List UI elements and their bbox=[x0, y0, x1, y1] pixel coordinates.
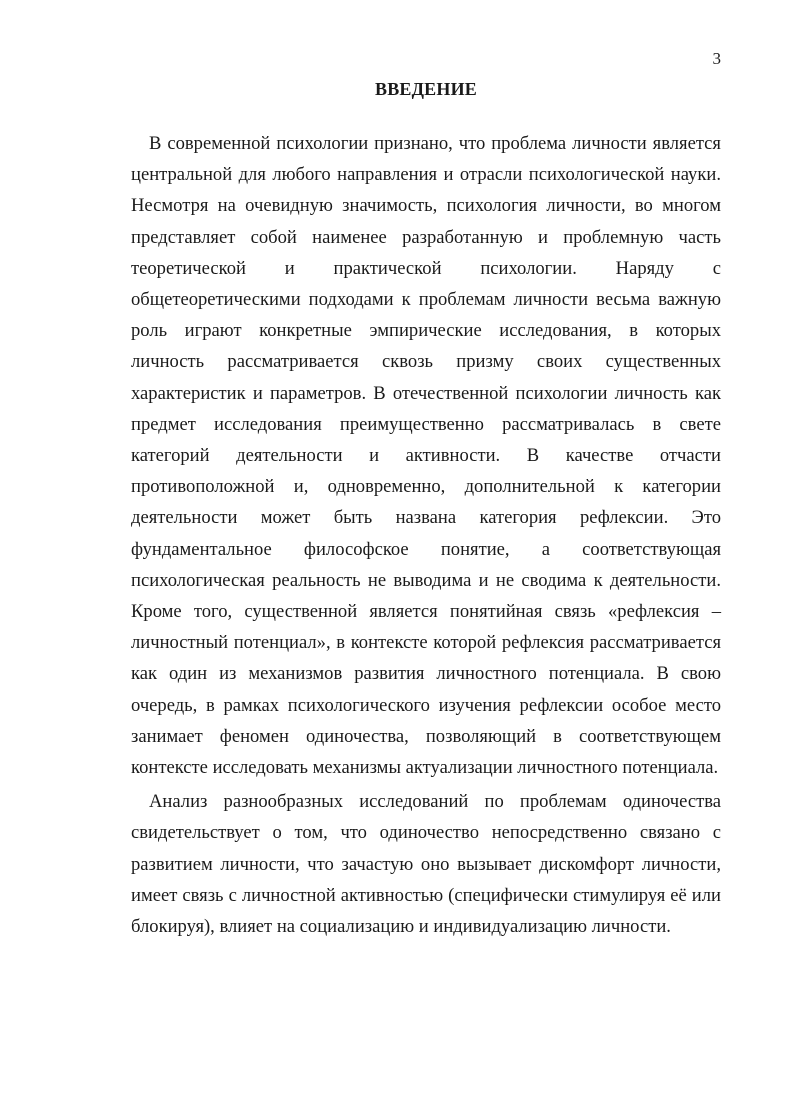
paragraph-1: В современной психологии признано, что проблема личности является центральной для любого направления и отрасли психологической науки. Несмотря на очевидную значимость, психология личности, во многом представляет собой наименее разработанную и проблемную часть теоретической и практической психологии. Наряду с общетеоретическими подходами к проблемам личности весьма важную роль играют конкретные эмпирические исследования, в которых личность рассматривается сквозь призму своих существенных характеристик и параметров. В отечественной психологии личность как предмет исследования преимущественно рассматривалась в свете категорий деятельности и активности. В качестве отчасти противоположной и, одновременно, дополнительной к категории деятельности может быть названа категория рефлексии. Это фундаментальное философское понятие, а соответствующая психологическая реальность не выводима и не сводима к деятельности. Кроме того, существенной является понятийная связь «рефлексия – личностный потенциал», в контексте которой рефлексия рассматривается как один из механизмов развития личностного потенциала. В свою очередь, в рамках психологического изучения рефлексии особое место занимает феномен одиночества, позволяющий в соответствующем контексте исследовать механизмы актуализации личностного потенциала. bbox=[131, 133, 721, 779]
paragraph-2: Анализ разнообразных исследований по проблемам одиночества свидетельствует о том, что одиночество непосредственно связано с развитием личности, что зачастую оно вызывает дискомфорт личности, имеет связь с личностной активностью (специфически стимулируя её или блокируя), влияет на социализацию и индивидуализацию личности. bbox=[131, 791, 721, 938]
section-title: ВВЕДЕНИЕ bbox=[374, 79, 477, 99]
page-number: 3 bbox=[712, 49, 721, 68]
body-text bbox=[131, 128, 721, 942]
